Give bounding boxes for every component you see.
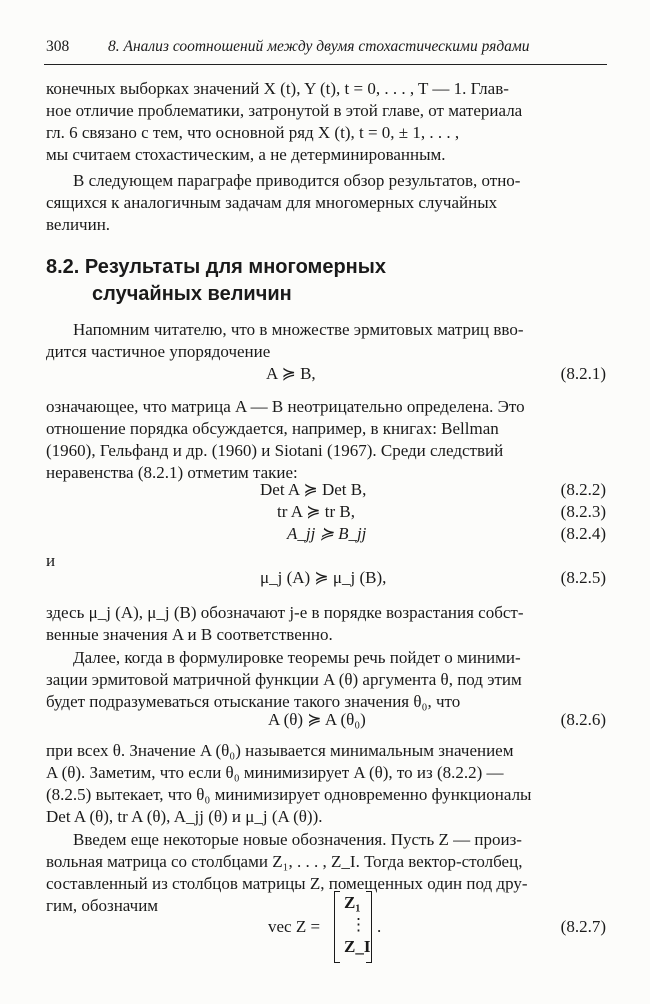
matrix-entry: ⋮: [350, 915, 367, 934]
text-line: будет подразумеваться отыскание такого значения θ₀, что: [46, 692, 461, 711]
text-line: сящихся к аналогичным задачам для многомерных случайных: [46, 193, 498, 212]
bracket-right: [366, 891, 372, 963]
text-line: гим, обозначим: [46, 896, 159, 915]
section-title: Результаты для многомерных: [84, 256, 386, 278]
text-line: ное отличие проблематики, затронутой в этой главе, от материала: [46, 101, 523, 120]
equation-number: (8.2.7): [560, 917, 606, 936]
running-title: 8. Анализ соотношений между двумя стохастическими рядами: [108, 38, 530, 55]
text-line: Далее, когда в формулировке теоремы речь пойдет о миними-: [73, 648, 521, 667]
text-line: (1960), Гельфанд и др. (1960) и Siotani (1967). Среди следствий: [46, 441, 504, 460]
matrix-entry: Z₁: [344, 893, 361, 912]
equation-number: (8.2.3): [560, 502, 606, 521]
equation-number: (8.2.1): [560, 364, 606, 383]
equation: A_jj ≽ B_jj: [287, 524, 367, 543]
text-line: вольная матрица со столбцами Z₁, . . . , Z_I. Тогда вектор-столбец,: [46, 852, 523, 871]
text-line: В следующем параграфе приводится обзор результатов, отно-: [73, 171, 521, 190]
bracket-left: [334, 891, 340, 963]
text-line: конечных выборках значений X (t), Y (t), t = 0, . . . , T — 1. Глав-: [46, 79, 509, 98]
matrix-entry: Z_I: [344, 937, 371, 956]
equation-number: (8.2.5): [560, 568, 606, 587]
text-line: при всех θ. Значение A (θ₀) называется минимальным значением: [46, 741, 514, 760]
page-number: 308: [46, 38, 70, 55]
text-line: Det A (θ), tr A (θ), A_jj (θ) и μ_j (A (θ)).: [46, 807, 323, 826]
text-line: отношение порядка обсуждается, например, в книгах: Bellman: [46, 419, 499, 438]
text-line: зации эрмитовой матричной функции A (θ) аргумента θ, под этим: [46, 670, 522, 689]
text-line: Напомним читателю, что в множестве эрмитовых матриц вво-: [73, 320, 524, 339]
section-number: 8.2.: [46, 256, 80, 278]
text-line: составленный из столбцов матрицы Z, помещенных один под дру-: [46, 874, 528, 893]
equation-number: (8.2.4): [560, 524, 606, 543]
text-line: мы считаем стохастическим, а не детерминированным.: [46, 145, 446, 164]
text-line: (8.2.5) вытекает, что θ₀ минимизирует одновременно функционалы: [46, 785, 532, 804]
equation-number: (8.2.6): [560, 710, 606, 729]
text-line: дится частичное упорядочение: [46, 342, 271, 361]
text-line: означающее, что матрица A — B неотрицательно определена. Это: [46, 397, 525, 416]
equation-trail: .: [377, 917, 382, 936]
text-line: неравенства (8.2.1) отметим такие:: [46, 463, 298, 482]
section-title-line2: случайных величин: [92, 283, 292, 305]
equation: tr A ≽ tr B,: [277, 502, 356, 521]
text-line: Введем еще некоторые новые обозначения. Пусть Z — произ-: [73, 830, 522, 849]
equation-lhs: vec Z =: [268, 917, 321, 936]
equation: A ≽ B,: [266, 364, 316, 383]
equation: A (θ) ≽ A (θ₀): [268, 710, 366, 729]
conjunction: и: [46, 551, 56, 570]
text-line: величин.: [46, 215, 111, 234]
text-line: здесь μ_j (A), μ_j (B) обозначают j-е в порядке возрастания собст-: [46, 603, 524, 622]
text-line: венные значения A и B соответственно.: [46, 625, 333, 644]
text-line: гл. 6 связано с тем, что основной ряд X (t), t = 0, ± 1, . . . ,: [46, 123, 460, 142]
equation-number: (8.2.2): [560, 480, 606, 499]
text-line: A (θ). Заметим, что если θ₀ минимизирует A (θ), то из (8.2.2) —: [46, 763, 504, 782]
section-heading: [46, 254, 386, 308]
equation: Det A ≽ Det B,: [260, 480, 367, 499]
equation: μ_j (A) ≽ μ_j (B),: [260, 568, 387, 587]
header-rule: [44, 64, 607, 65]
